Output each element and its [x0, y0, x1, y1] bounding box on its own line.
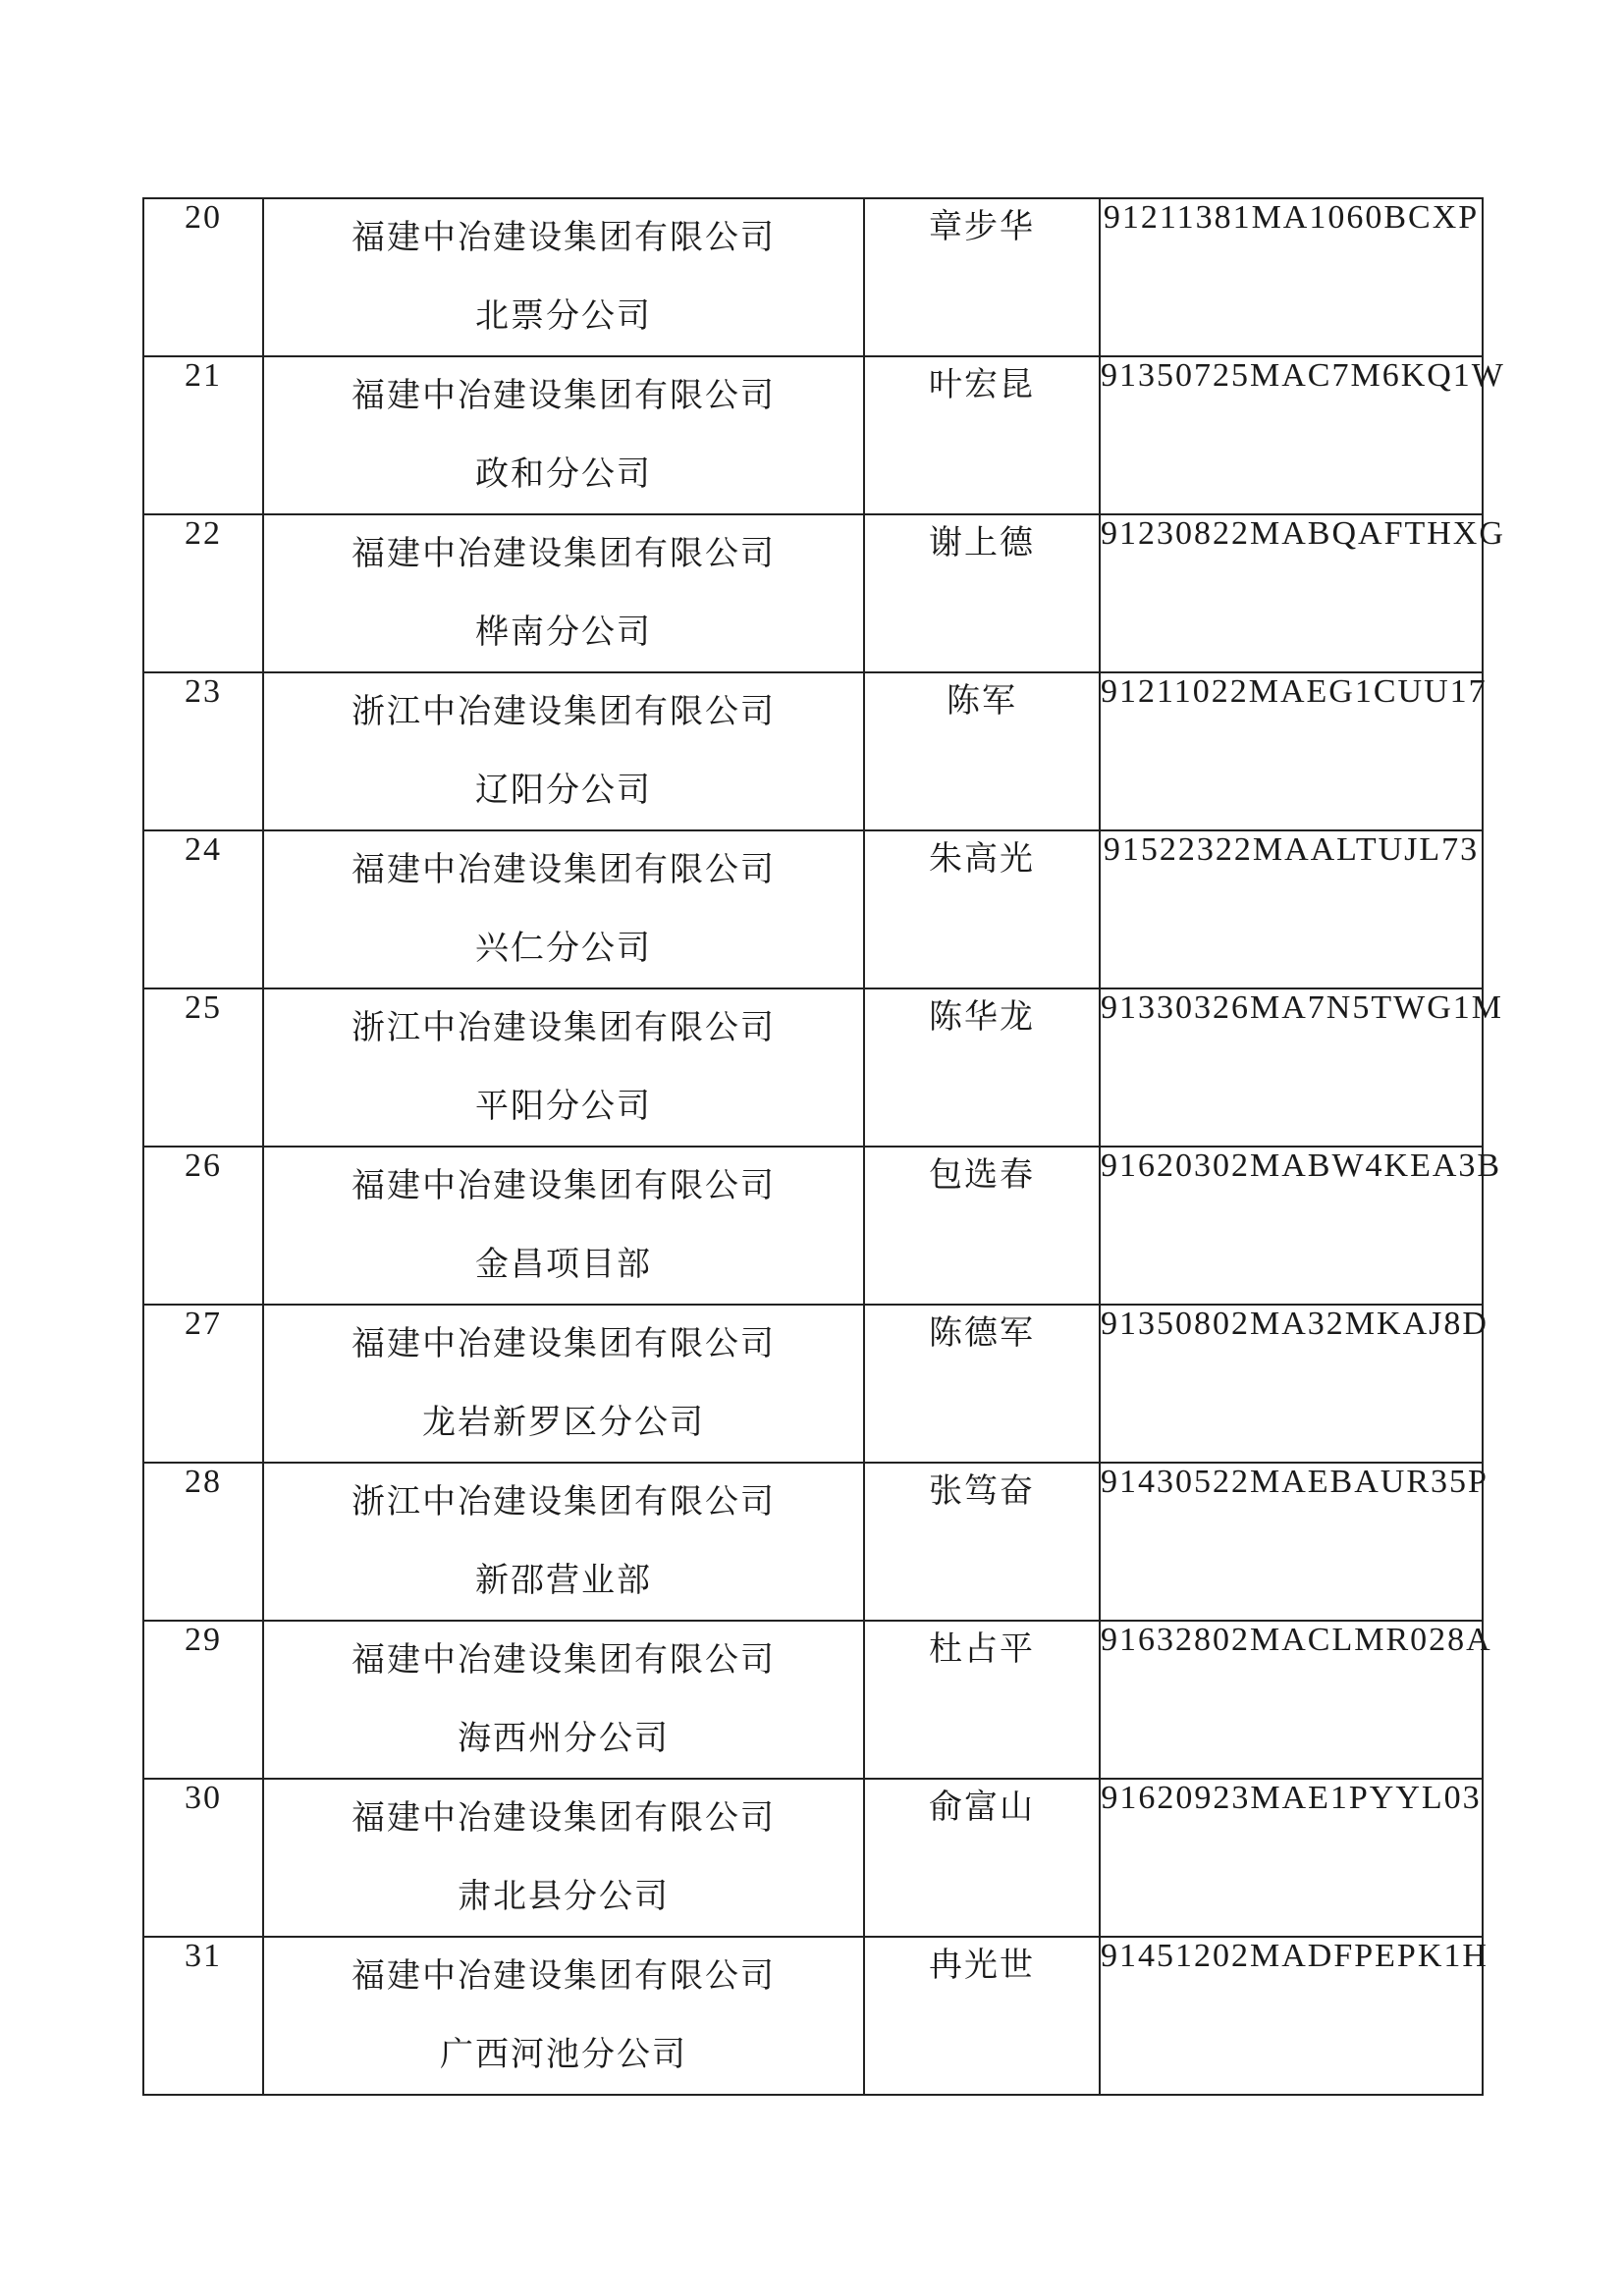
company-name-line2: 金昌项目部: [475, 1245, 652, 1284]
company-name: [263, 1463, 864, 1621]
credit-code: 91632802MACLMR028A: [1100, 1621, 1483, 1779]
responsible-person: 包选春: [864, 1147, 1100, 1305]
responsible-person: 章步华: [864, 198, 1100, 356]
company-name: [263, 356, 864, 514]
row-number: 30: [143, 1779, 263, 1937]
table-row: [143, 830, 1483, 988]
company-name-line2: 肃北县分公司: [458, 1877, 670, 1916]
company-name: [263, 988, 864, 1147]
table-row: [143, 198, 1483, 356]
company-name-line2: 广西河池分公司: [440, 2035, 687, 2074]
credit-code: 91451202MADFPEPK1H: [1100, 1937, 1483, 2095]
responsible-person: 陈德军: [864, 1305, 1100, 1463]
company-name-line1: 福建中冶建设集团有限公司: [352, 1956, 776, 1996]
table-row: [143, 1463, 1483, 1621]
company-name-line2: 桦南分公司: [475, 613, 652, 652]
responsible-person: 张笃奋: [864, 1463, 1100, 1621]
company-name-line2: 北票分公司: [475, 296, 652, 336]
row-number: 24: [143, 830, 263, 988]
row-number: 23: [143, 672, 263, 830]
credit-code: 91350802MA32MKAJ8D: [1100, 1305, 1483, 1463]
responsible-person: 叶宏昆: [864, 356, 1100, 514]
responsible-person: 陈华龙: [864, 988, 1100, 1147]
company-name-line1: 浙江中冶建设集团有限公司: [352, 692, 776, 731]
row-number: 31: [143, 1937, 263, 2095]
table-row: [143, 1779, 1483, 1937]
company-name-line1: 福建中冶建设集团有限公司: [352, 1324, 776, 1363]
credit-code: 91211381MA1060BCXP: [1100, 198, 1483, 356]
company-name-line1: 浙江中冶建设集团有限公司: [352, 1482, 776, 1522]
company-name: [263, 1305, 864, 1463]
credit-code: 91211022MAEG1CUU17: [1100, 672, 1483, 830]
company-name: [263, 1147, 864, 1305]
table-row: [143, 1937, 1483, 2095]
company-name-line1: 浙江中冶建设集团有限公司: [352, 1008, 776, 1047]
credit-code: 91620923MAE1PYYL03: [1100, 1779, 1483, 1937]
row-number: 28: [143, 1463, 263, 1621]
registry-table-body: [143, 198, 1505, 2095]
row-number: 20: [143, 198, 263, 356]
credit-code: 91430522MAEBAUR35P: [1100, 1463, 1483, 1621]
credit-code: 91230822MABQAFTHXG: [1100, 514, 1483, 672]
table-row: [143, 514, 1483, 672]
company-name: [263, 1621, 864, 1779]
company-name-line2: 政和分公司: [475, 454, 652, 494]
row-number: 25: [143, 988, 263, 1147]
table-row: [143, 672, 1483, 830]
responsible-person: 谢上德: [864, 514, 1100, 672]
company-name: [263, 1937, 864, 2095]
company-name-line1: 福建中冶建设集团有限公司: [352, 534, 776, 573]
company-name-line2: 兴仁分公司: [475, 929, 652, 968]
responsible-person: 俞富山: [864, 1779, 1100, 1937]
company-name-line1: 福建中冶建设集团有限公司: [352, 1640, 776, 1680]
table-row: [143, 1147, 1483, 1305]
company-name-line1: 福建中冶建设集团有限公司: [352, 850, 776, 889]
credit-code: 91330326MA7N5TWG1M: [1100, 988, 1483, 1147]
company-name: [263, 672, 864, 830]
row-number: 21: [143, 356, 263, 514]
row-number: 29: [143, 1621, 263, 1779]
company-name: [263, 1779, 864, 1937]
responsible-person: 冉光世: [864, 1937, 1100, 2095]
table-row: [143, 1305, 1483, 1463]
credit-code: 91522322MAALTUJL73: [1100, 830, 1483, 988]
company-name-line1: 福建中冶建设集团有限公司: [352, 376, 776, 415]
company-name-line1: 福建中冶建设集团有限公司: [352, 1798, 776, 1838]
responsible-person: 杜占平: [864, 1621, 1100, 1779]
company-name: [263, 514, 864, 672]
company-name-line2: 新邵营业部: [475, 1561, 652, 1600]
table-row: [143, 356, 1483, 514]
row-number: 26: [143, 1147, 263, 1305]
company-name: [263, 830, 864, 988]
company-name-line1: 福建中冶建设集团有限公司: [352, 218, 776, 257]
credit-code: 91620302MABW4KEA3B: [1100, 1147, 1483, 1305]
responsible-person: 朱高光: [864, 830, 1100, 988]
credit-code: 91350725MAC7M6KQ1W: [1100, 356, 1483, 514]
registry-table: [142, 197, 1505, 2096]
company-name-line2: 龙岩新罗区分公司: [422, 1403, 705, 1442]
company-name-line2: 海西州分公司: [458, 1719, 670, 1758]
company-name: [263, 198, 864, 356]
company-name-line2: 平阳分公司: [475, 1087, 652, 1126]
table-row: [143, 1621, 1483, 1779]
row-number: 22: [143, 514, 263, 672]
responsible-person: 陈军: [864, 672, 1100, 830]
row-number: 27: [143, 1305, 263, 1463]
company-name-line2: 辽阳分公司: [475, 771, 652, 810]
table-row: [143, 988, 1483, 1147]
company-name-line1: 福建中冶建设集团有限公司: [352, 1166, 776, 1205]
